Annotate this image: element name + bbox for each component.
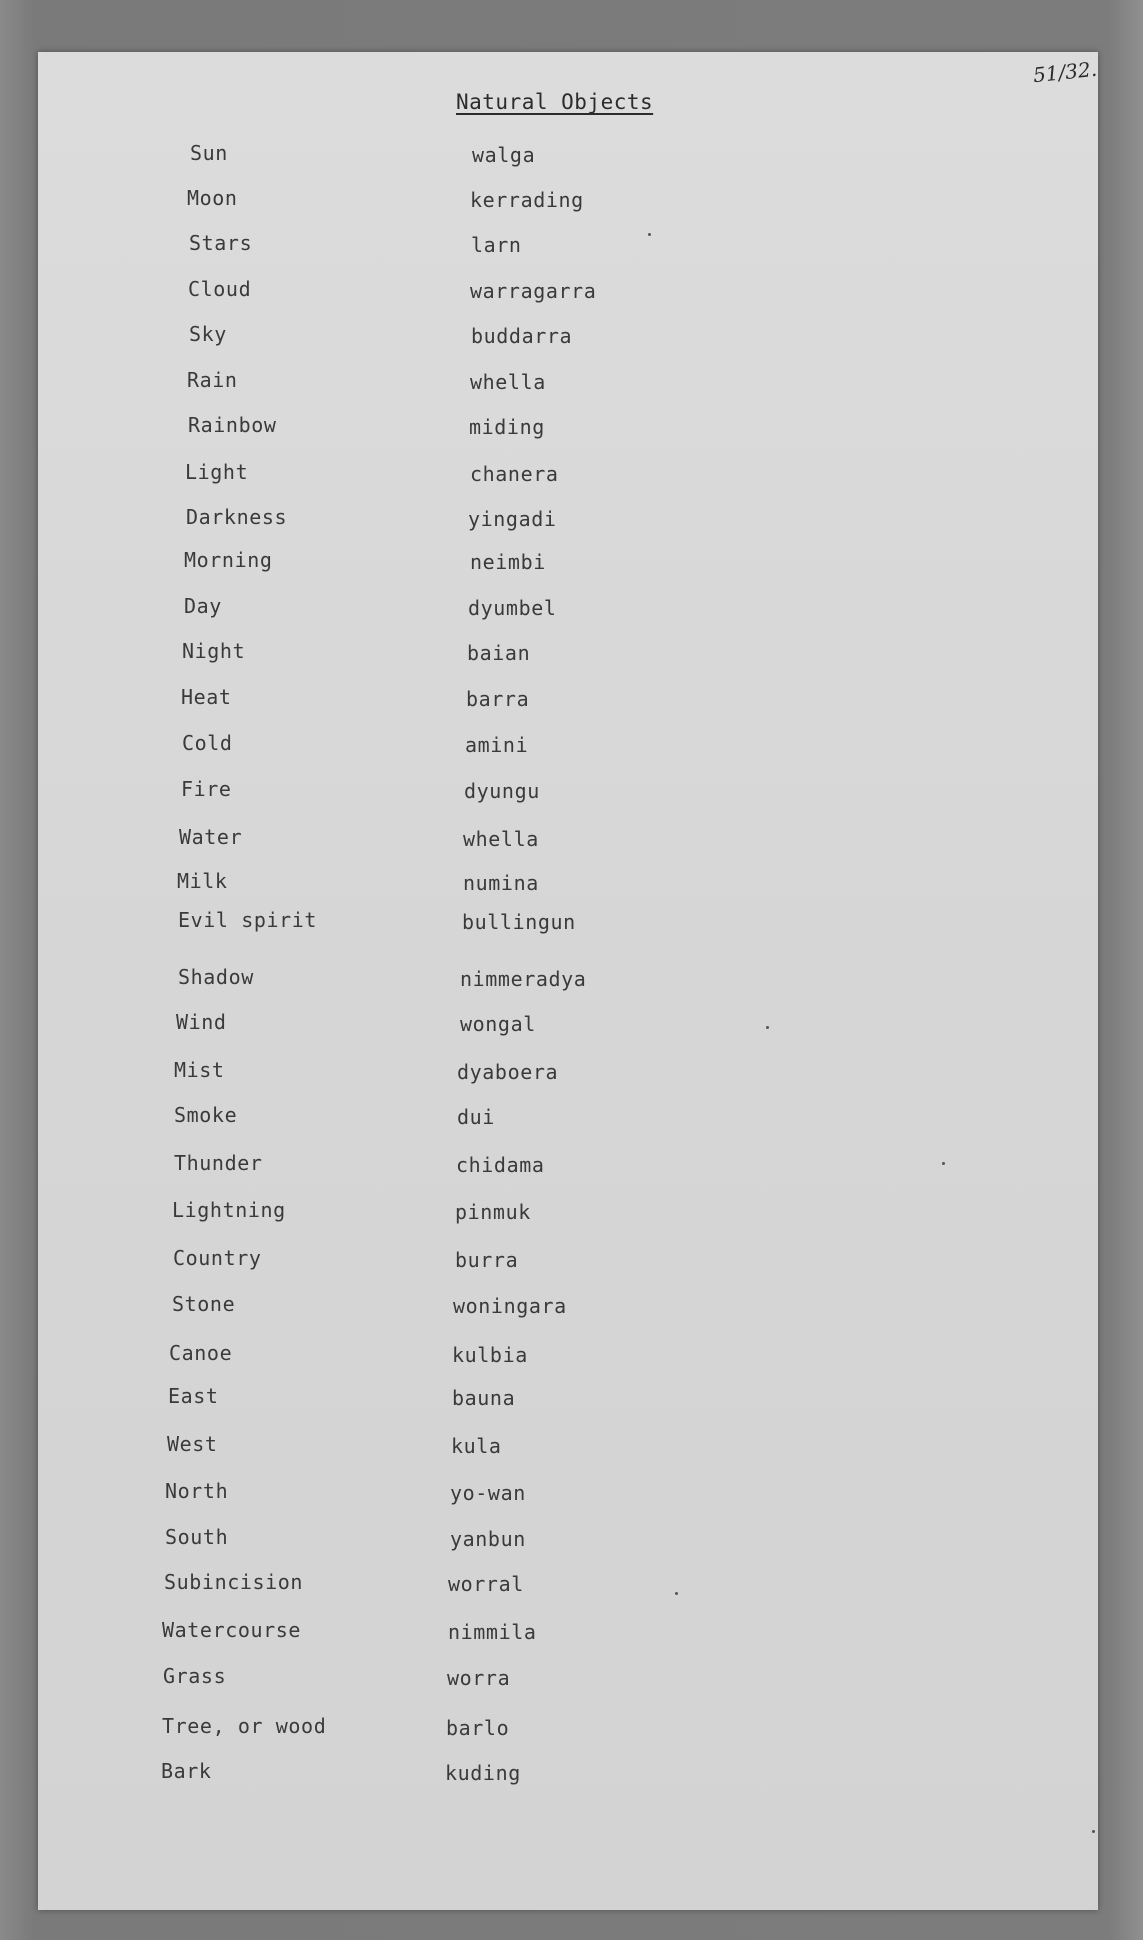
- native-term: yo-wan: [450, 1481, 526, 1505]
- native-term: chidama: [456, 1153, 545, 1177]
- english-term: Fire: [181, 777, 232, 801]
- native-term: kerrading: [470, 188, 584, 212]
- native-term: woningara: [453, 1294, 567, 1318]
- native-term: kulbia: [452, 1343, 528, 1367]
- english-term: Stars: [189, 231, 253, 255]
- english-term: East: [168, 1384, 219, 1408]
- native-term: baian: [467, 641, 531, 665]
- native-term: walga: [472, 143, 536, 167]
- native-term: dui: [457, 1105, 495, 1129]
- english-term: Day: [184, 594, 222, 618]
- native-term: whella: [463, 827, 539, 851]
- english-term: Evil spirit: [178, 908, 318, 932]
- folio-number: 51/32.: [1031, 56, 1099, 88]
- english-term: Sky: [189, 322, 227, 346]
- english-term: Mist: [174, 1058, 225, 1082]
- english-term: Morning: [184, 548, 273, 572]
- native-term: dyaboera: [457, 1060, 559, 1084]
- english-term: Milk: [177, 869, 228, 893]
- english-term: Grass: [163, 1664, 227, 1688]
- english-term: Rainbow: [188, 413, 277, 437]
- english-term: Subincision: [164, 1570, 304, 1594]
- english-term: Cloud: [188, 277, 252, 301]
- native-term: kula: [451, 1434, 502, 1458]
- english-term: Sun: [190, 141, 228, 165]
- native-term: larn: [471, 233, 522, 257]
- english-term: Rain: [187, 368, 238, 392]
- english-term: Wind: [176, 1010, 227, 1034]
- english-term: Heat: [181, 685, 232, 709]
- native-term: barlo: [446, 1716, 510, 1740]
- english-term: Bark: [161, 1759, 212, 1783]
- native-term: burra: [455, 1248, 519, 1272]
- native-term: worral: [448, 1572, 524, 1596]
- native-term: neimbi: [470, 550, 546, 574]
- native-term: worra: [447, 1666, 511, 1690]
- english-term: North: [165, 1479, 229, 1503]
- native-term: pinmuk: [455, 1200, 531, 1224]
- native-term: miding: [469, 415, 545, 439]
- paper-speck: [1092, 1830, 1095, 1833]
- english-term: Country: [173, 1246, 262, 1270]
- native-term: warragarra: [470, 279, 597, 303]
- native-term: yanbun: [450, 1527, 526, 1551]
- native-term: yingadi: [468, 507, 557, 531]
- english-term: Canoe: [169, 1341, 233, 1365]
- native-term: wongal: [460, 1012, 536, 1036]
- english-term: Night: [182, 639, 246, 663]
- english-term: Tree, or wood: [162, 1714, 327, 1738]
- english-term: Thunder: [174, 1151, 263, 1175]
- native-term: nimmeradya: [460, 967, 587, 991]
- native-term: bullingun: [462, 910, 576, 934]
- native-term: barra: [466, 687, 530, 711]
- english-term: Shadow: [178, 965, 254, 989]
- native-term: whella: [470, 370, 546, 394]
- english-term: Water: [179, 825, 243, 849]
- paper-speck: [942, 1162, 945, 1165]
- native-term: dyungu: [464, 779, 540, 803]
- paper-speck: [648, 233, 651, 236]
- english-term: Light: [185, 460, 249, 484]
- english-term: Darkness: [186, 505, 288, 529]
- english-term: South: [165, 1525, 229, 1549]
- native-term: numina: [463, 871, 539, 895]
- native-term: dyumbel: [468, 596, 557, 620]
- native-term: bauna: [452, 1386, 516, 1410]
- english-term: Lightning: [172, 1198, 286, 1222]
- native-term: amini: [465, 733, 529, 757]
- english-term: Smoke: [174, 1103, 238, 1127]
- page-title: Natural Objects: [456, 90, 654, 114]
- english-term: West: [167, 1432, 218, 1456]
- paper-speck: [766, 1026, 769, 1029]
- english-term: Stone: [172, 1292, 236, 1316]
- native-term: buddarra: [471, 324, 573, 348]
- paper-speck: [675, 1592, 678, 1595]
- native-term: kuding: [445, 1761, 521, 1785]
- native-term: nimmila: [448, 1620, 537, 1644]
- english-term: Moon: [187, 186, 238, 210]
- english-term: Watercourse: [162, 1618, 302, 1642]
- english-term: Cold: [182, 731, 233, 755]
- native-term: chanera: [470, 462, 559, 486]
